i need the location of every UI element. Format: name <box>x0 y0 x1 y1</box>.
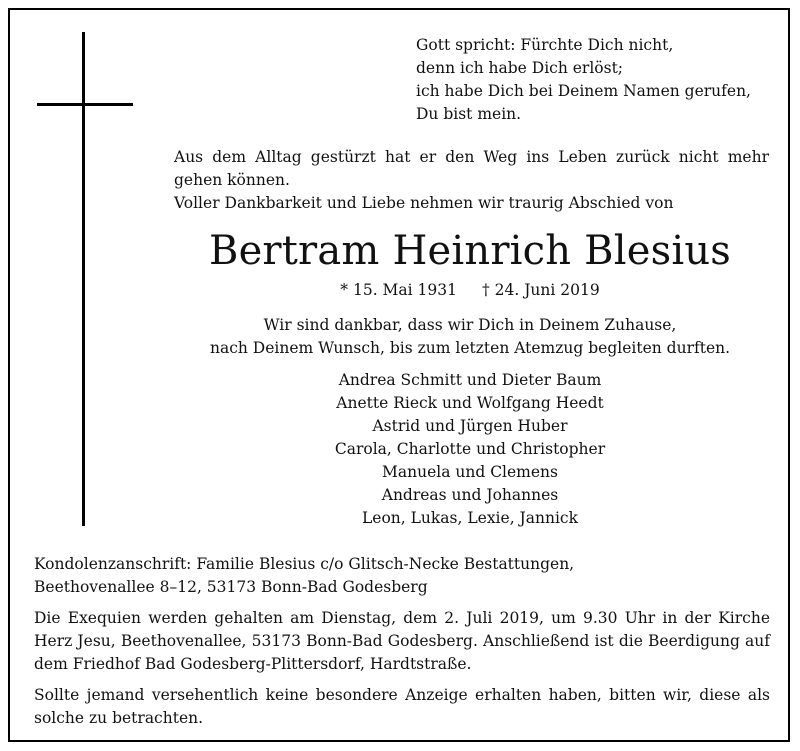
mourner: Anette Rieck und Wolfgang Heedt <box>336 394 604 412</box>
condolence-line: Beethovenallee 8–12, 53173 Bonn-Bad Godesberg <box>34 578 428 596</box>
cross-vertical-bar <box>82 32 85 526</box>
cross-horizontal-bar <box>37 103 133 106</box>
life-dates <box>160 279 780 302</box>
intro-line-2: Voller Dankbarkeit und Liebe nehmen wir traurig Abschied von <box>174 194 674 212</box>
verse-line: ich habe Dich bei Deinem Namen gerufen, <box>416 82 751 100</box>
mourners-list <box>160 369 780 530</box>
birth-date: * 15. Mai 1931 <box>340 281 457 299</box>
mourner: Manuela und Clemens <box>382 463 558 481</box>
death-date: † 24. Juni 2019 <box>481 281 600 299</box>
footer-info <box>34 553 770 738</box>
mourner: Andreas und Johannes <box>381 486 559 504</box>
verse-line: denn ich habe Dich erlöst; <box>416 59 624 77</box>
verse-line: Du bist mein. <box>416 105 522 123</box>
intro-text <box>174 146 769 215</box>
mourner: Andrea Schmitt und Dieter Baum <box>338 371 602 389</box>
service-details: Die Exequien werden gehalten am Dienstag, dem 2. Juli 2019, um 9.30 Uhr in der Kirche Herz Jesu, Beethovenallee, 53173 Bonn-Bad Godesberg. Anschließend ist die Beerdigung auf dem Friedhof Bad Godesberg-Plittersdorf, Hardtstraße. <box>34 609 770 673</box>
thanks-line: Wir sind dankbar, dass wir Dich in Deinem Zuhause, <box>263 316 677 334</box>
thanks-text <box>160 314 780 360</box>
mourner: Carola, Charlotte und Christopher <box>334 440 606 458</box>
mourner: Astrid und Jürgen Huber <box>372 417 568 435</box>
condolence-line: Kondolenzanschrift: Familie Blesius c/o Glitsch-Necke Bestattungen, <box>34 555 575 573</box>
deceased-name: Bertram Heinrich Blesius <box>208 228 732 274</box>
thanks-line: nach Deinem Wunsch, bis zum letzten Atemzug begleiten durften. <box>209 339 731 357</box>
notice-text: Sollte jemand versehentlich keine besondere Anzeige erhalten haben, bitten wir, diese als solche zu betrachten. <box>34 686 770 727</box>
intro-line-1: Aus dem Alltag gestürzt hat er den Weg ins Leben zurück nicht mehr gehen können. <box>174 148 769 189</box>
mourner: Leon, Lukas, Lexie, Jannick <box>362 509 578 527</box>
verse-line: Gott spricht: Fürchte Dich nicht, <box>416 36 674 54</box>
bible-verse <box>416 34 751 126</box>
condolence-address <box>34 553 770 599</box>
